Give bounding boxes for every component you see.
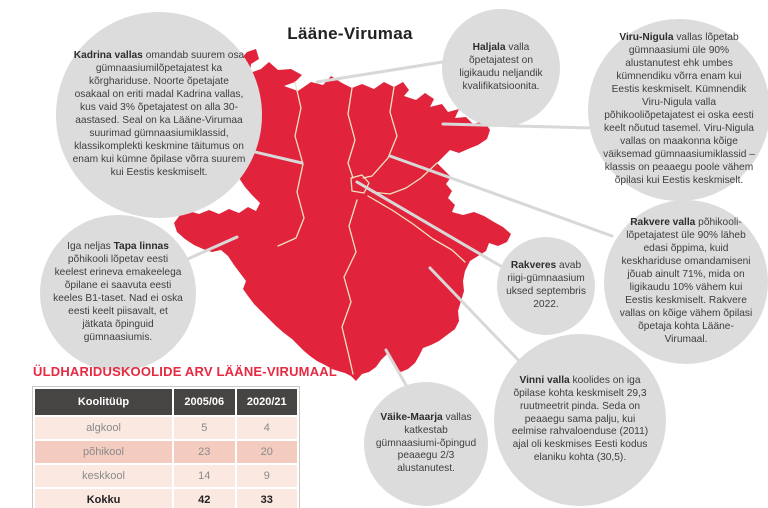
callout-rakveres-text: Rakveres avab riigi-gümnaasium uksed septembris 2022. (506, 260, 586, 310)
callout-kadrina (56, 12, 262, 218)
table-header-row (35, 389, 297, 415)
table-row-algkool (35, 417, 297, 439)
row-value: 14 (174, 465, 235, 487)
callout-vaike-maarja (364, 382, 488, 506)
callout-vaike-maarja-text: Väike-Maarja vallas katkestab gümnaasiumi-õpingud peaaegu 2/3 alustanutest. (375, 411, 477, 475)
row-label: põhikool (35, 441, 172, 463)
callout-rakveres (497, 237, 595, 335)
row-label: algkool (35, 417, 172, 439)
row-value: 33 (237, 489, 298, 508)
callout-kadrina-text: Kadrina vallas omandab suurem osa gümnaasiumilõpetajatest ka kõrghariduse. Noorte õpetajate osakaal on eriti madal Kadrina vallas, kus vaid 3% õpetajatest on alla 30-aastased. Seal on ka Lääne-Virumaa suurimad gümnaasiumiklassid, klassikomplekti keskmine täitumus on enam kui kümne õpilase võrra suurem kui Eestis keskmiselt. (72, 50, 246, 178)
callout-vinni (494, 334, 666, 506)
row-label: keskkool (35, 465, 172, 487)
table-row-kokku (35, 489, 297, 508)
callout-rakvere-vald-text: Rakvere valla põhikooli-lõpetajatest üle 90% läheb edasi õppima, kuid keskhariduse omandamiseni jõuab ainult 71%, mida on ligikaudu 10% vähem kui Eestis keskmiselt. Rakvere vallas on kõige vähem õpilasi õpetaja kohta Lääne-Virumaal. (619, 217, 753, 345)
callout-vinni-text: Vinni valla koolides on iga õpilase kohta keskmiselt 29,3 ruutmeetrit pinda. Seda on peaaegu sama palju, kui eelmise rahvaloenduse (2011) ajal oli keskmises Eesti kodus elaniku kohta (30,5). (511, 374, 649, 464)
column-header-kooliliik: Koolitüüp (35, 389, 172, 415)
row-value: 23 (174, 441, 235, 463)
column-header-2020-21: 2020/21 (237, 389, 298, 415)
table-row-keskkool (35, 465, 297, 487)
row-value: 4 (237, 417, 298, 439)
row-value: 9 (237, 465, 298, 487)
page-title: Lääne-Virumaa (287, 24, 413, 43)
callout-viru-nigula (588, 19, 768, 201)
column-header-2005-06: 2005/06 (174, 389, 235, 415)
school-stats-section (32, 364, 338, 508)
table-title: ÜLDHARIDUSKOOLIDE ARV LÄÄNE-VIRUMAAL (33, 364, 338, 379)
callout-line-haljala (317, 60, 455, 82)
row-value: 5 (174, 417, 235, 439)
school-stats-table (32, 386, 300, 508)
row-value: 20 (237, 441, 298, 463)
callout-haljala-text: Haljala valla õpetajatest on ligikaudu neljandik kvalifikatsioonita. (459, 42, 543, 92)
callout-haljala (442, 9, 560, 127)
callout-rakvere-vald (604, 200, 768, 364)
row-label: Kokku (35, 489, 172, 508)
table-row-pohikool (35, 441, 297, 463)
callout-tapa (40, 215, 196, 371)
row-value: 42 (174, 489, 235, 508)
callout-viru-nigula-text: Viru-Nigula vallas lõpetab gümnaasiumi üle 90% alustanutest ehk umbes kümnendiku võrra enam kui Eestis keskmiselt. Kümnendik Viru-Nigula valla põhikooliõpetajatest ei oska eesti keelt nõutud tasemel. Viru-Nigula vallas on maakonna kõige väiksemad gümnaasiumiklassid – klassis on peaaegu poole vähem õpilasi kui Eestis keskmiselt. (603, 32, 755, 186)
callout-tapa-text: Iga neljas Tapa linnas põhikooli lõpetav eesti keelest erineva emakeelega õpilane ei saavuta eesti keeles B1-taset. Nad ei oska eesti keelt piisavalt, et jätkata õpinguid gümnaasiumis. (53, 241, 183, 343)
